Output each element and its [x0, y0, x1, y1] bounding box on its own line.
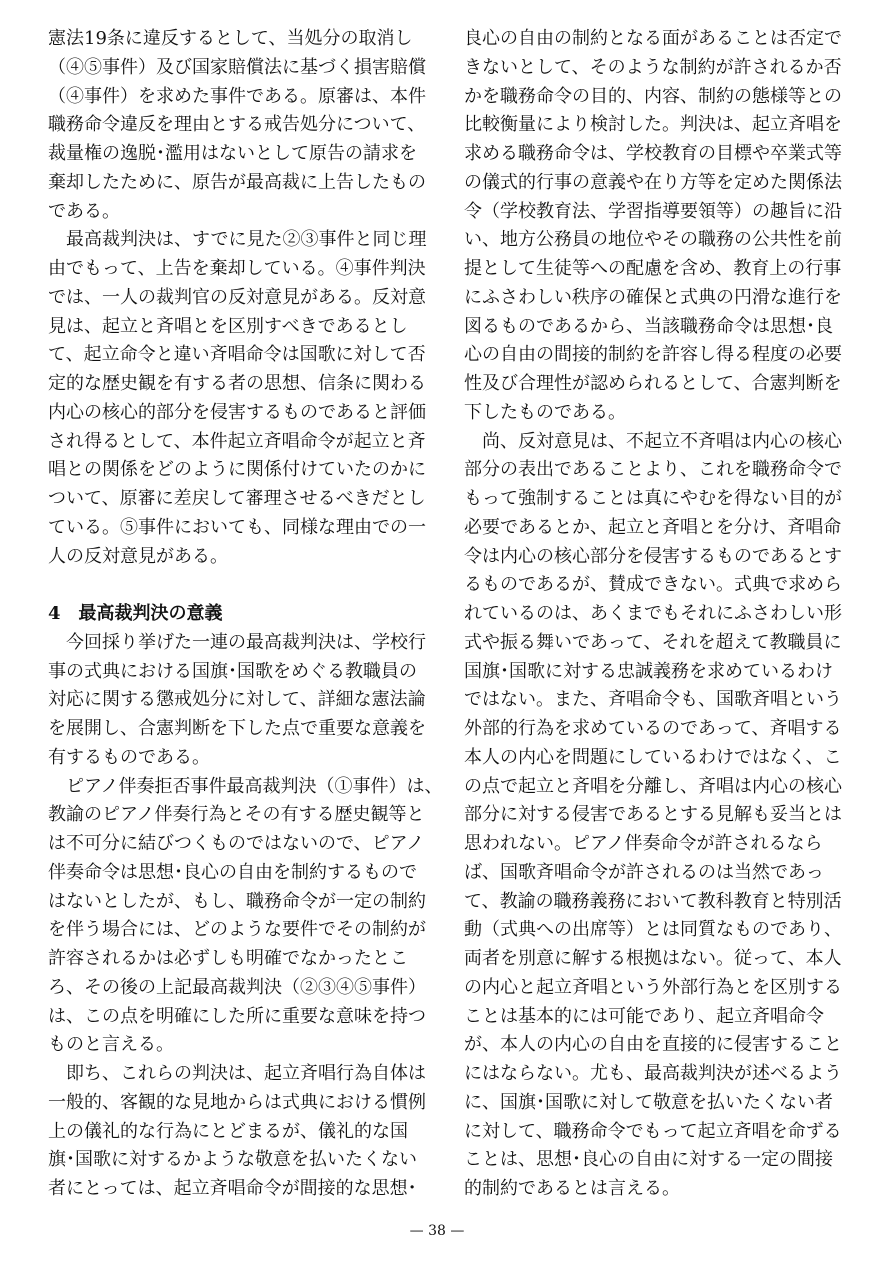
right-text-line: 国旗･国歌に対する忠誠義務を求めているわけ — [464, 660, 833, 682]
left-text-line: 人の反対意見がある。 — [48, 545, 228, 567]
right-text-line: 性及び合理性が認められるとして、合憲判断を — [464, 373, 842, 394]
right-text-line: 外部的行為を求めているのであって、斉唱する — [464, 718, 842, 739]
left-text-line: ている。⑤事件においても、同様な理由での一 — [48, 516, 426, 538]
left-text-line: 者にとっては、起立斉唱命令が間接的な思想･ — [48, 1178, 417, 1199]
right-text-line: 必要であるとか、起立と斉唱とを分け、斉唱命 — [464, 516, 842, 538]
right-text-line: ば、国歌斉唱命令が許されるのは当然であっ — [464, 861, 824, 883]
right-text-line: もって強制することは真にやむを得ない目的が — [464, 488, 842, 509]
right-text-line: 本人の内心を問題にしているわけではなく、こ — [464, 746, 842, 768]
right-text-line: 令（学校教育法、学習指導要領等）の趣旨に沿 — [464, 200, 842, 222]
right-text-line: に対して、職務命令でもって起立斉唱を命ずる — [464, 1120, 842, 1142]
right-text-line: 的制約であるとは言える。 — [464, 1178, 680, 1199]
left-text-line: 見は、起立と斉唱とを区別すべきであるとし — [48, 315, 408, 337]
left-text-line: はないとしたが、もし、職務命令が一定の制約 — [48, 890, 426, 912]
left-text-line: を展開し、合憲判断を下した点で重要な意義を — [48, 718, 426, 739]
left-text-line: 有するものである。 — [48, 746, 210, 768]
right-text-line: い、地方公務員の地位やその職務の公共性を前 — [464, 229, 842, 251]
left-text-line: 最高裁判決は、すでに見た②③事件と同じ理 — [48, 229, 427, 251]
right-text-line: 良心の自由の制約となる面があることは否定で — [464, 28, 842, 49]
left-text-line: 旗･国歌に対するかような敬意を払いたくない — [48, 1149, 417, 1171]
right-text-line: ことは基本的には可能であり、起立斉唱命令 — [464, 1005, 824, 1027]
right-text-line: 比較衡量により検討した。判決は、起立斉唱を — [464, 114, 842, 136]
left-text-line: 由でもって、上告を棄却している。④事件判決 — [48, 258, 426, 279]
right-text-line: 尚、反対意見は、不起立不斉唱は内心の核心 — [464, 430, 842, 452]
left-text-line: では、一人の裁判官の反対意見がある。反対意 — [48, 286, 426, 308]
right-text-line: きないとして、そのような制約が許されるか否 — [464, 56, 842, 78]
left-text-line: 裁量権の逸脱･濫用はないとして原告の請求を — [48, 143, 417, 164]
right-text-line: に、国旗･国歌に対して敬意を払いたくない者 — [464, 1091, 833, 1113]
left-text-line: ついて、原審に差戻して審理させるべきだとし — [48, 488, 426, 509]
right-text-line: て、教諭の職務義務において教科教育と特別活 — [464, 890, 842, 912]
right-text-line: れているのは、あくまでもそれにふさわしい形 — [464, 603, 842, 624]
right-text-line: が、本人の内心の自由を直接的に侵害すること — [464, 1034, 842, 1056]
left-text-line: 職務命令違反を理由とする戒告処分について、 — [48, 114, 426, 136]
left-text-line: 一般的、客観的な見地からは式典における慣例 — [48, 1091, 426, 1113]
right-text-line: の儀式的行事の意義や在り方等を定めた関係法 — [464, 171, 842, 193]
left-text-line: を伴う場合には、どのような要件でその制約が — [48, 919, 426, 941]
left-text-line: て、起立命令と違い斉唱命令は国歌に対して否 — [48, 344, 426, 366]
left-text-line: である。 — [48, 200, 120, 222]
right-text-line: 心の自由の間接的制約を許容し得る程度の必要 — [464, 344, 842, 366]
right-text-line: 式や振る舞いであって、それを超えて教職員に — [464, 631, 842, 653]
left-text-line: 内心の核心的部分を侵害するものであると評価 — [48, 401, 426, 423]
right-text-line: 両者を別意に解する根拠はない。従って、本人 — [464, 948, 842, 969]
right-text-line: ことは、思想･良心の自由に対する一定の間接 — [464, 1149, 833, 1171]
right-text-line: 提として生徒等への配慮を含め、教育上の行事 — [464, 258, 842, 279]
left-text-line: ろ、その後の上記最高裁判決（②③④⑤事件） — [48, 976, 426, 998]
left-text-column — [48, 25, 443, 1204]
left-text-line: され得るとして、本件起立斉唱命令が起立と斉 — [48, 430, 426, 452]
right-text-line: 図るものであるから、当該職務命令は思想･良 — [464, 315, 833, 337]
right-text-line: 下したものである。 — [464, 401, 626, 423]
right-text-line: の点で起立と斉唱を分離し、斉唱は内心の核心 — [464, 775, 842, 797]
right-text-line: にはならない。尤も、最高裁判決が述べるよう — [464, 1063, 842, 1084]
left-text-line: 対応に関する懲戒処分に対して、詳細な憲法論 — [48, 689, 426, 711]
right-text-line: 部分に対する侵害であるとする見解も妥当とは — [464, 804, 842, 826]
right-text-line: 思われない。ピアノ伴奏命令が許されるなら — [464, 833, 823, 854]
left-text-line: 憲法19条に違反するとして、当処分の取消し — [48, 28, 413, 49]
left-text-line: 今回採り挙げた一連の最高裁判決は、学校行 — [48, 631, 426, 653]
left-text-line: 許容されるかは必ずしも明確でなかったとこ — [48, 948, 408, 969]
right-text-line: かを職務命令の目的、内容、制約の態様等との — [464, 85, 842, 107]
left-text-line: 定的な歴史観を有する者の思想、信条に関わる — [48, 373, 426, 394]
right-text-column — [464, 25, 842, 1204]
left-text-line: 唱との関係をどのように関係付けていたのかに — [48, 459, 426, 481]
left-text-line: 上の儀礼的な行為にとどまるが、儀礼的な国 — [48, 1120, 408, 1142]
left-text-line: ピアノ伴奏拒否事件最高裁判決（①事件）は、 — [48, 775, 443, 797]
left-text-line: 即ち、これらの判決は、起立斉唱行為自体は — [48, 1063, 426, 1084]
right-text-line: るものであるが、賛成できない。式典で求めら — [464, 574, 842, 596]
left-text-line: （④事件）を求めた事件である。原審は、本件 — [48, 85, 426, 107]
left-text-line: 伴奏命令は思想･良心の自由を制約するもので — [48, 861, 417, 883]
right-text-line: ではない。また、斉唱命令も、国歌斉唱という — [464, 689, 842, 711]
right-text-line: にふさわしい秩序の確保と式典の円滑な進行を — [464, 286, 842, 308]
left-text-line: （④⑤事件）及び国家賠償法に基づく損害賠償 — [48, 56, 426, 78]
blank-line — [48, 571, 426, 600]
left-text-line: は、この点を明確にした所に重要な意味を持つ — [48, 1005, 426, 1027]
right-text-line: 求める職務命令は、学校教育の目標や卒業式等 — [464, 143, 842, 164]
left-text-line: 事の式典における国旗･国歌をめぐる教職員の — [48, 660, 417, 682]
right-text-line: の内心と起立斉唱という外部行為とを区別する — [464, 976, 842, 998]
left-text-line: 教諭のピアノ伴奏行為とその有する歴史観等と — [48, 804, 425, 826]
right-text-line: 動（式典への出席等）とは同質なものであり、 — [464, 919, 842, 941]
page-number: — 38 — — [409, 1223, 465, 1239]
left-text-line: 棄却したために、原告が最高裁に上告したもの — [48, 171, 426, 193]
left-text-line: ものと言える。 — [48, 1034, 174, 1056]
right-text-line: 部分の表出であることより、これを職務命令で — [464, 459, 842, 481]
section-heading: 4 最高裁判決の意義 — [48, 603, 223, 624]
right-text-line: 令は内心の核心部分を侵害するものであるとす — [464, 545, 842, 567]
left-text-line: は不可分に結びつくものではないので、ピアノ — [48, 833, 425, 854]
